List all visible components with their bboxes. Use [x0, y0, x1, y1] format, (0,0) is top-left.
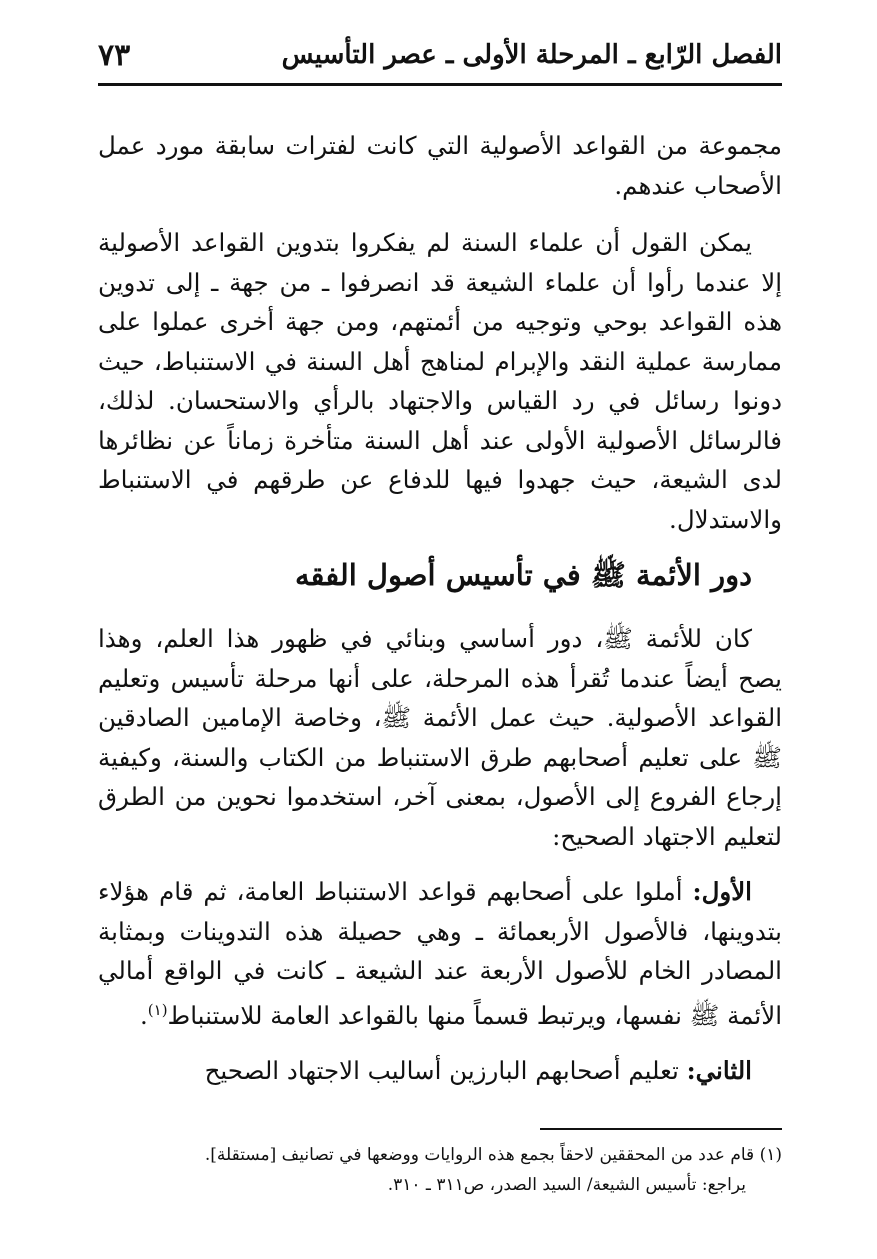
- paragraph-first-method: [98, 872, 782, 1035]
- first-method-label: الأول:: [692, 877, 752, 906]
- main-text: [98, 126, 782, 1107]
- section-heading: دور الأئمة ﷺ في تأسيس أصول الفقه: [295, 558, 752, 592]
- footnote-1: (١) قام عدد من المحققين لاحقاً بجمع هذه الروايات ووضعها في تصانيف [مستقلة].: [204, 1145, 782, 1165]
- paragraph-sunni-usul: يمكن القول أن علماء السنة لم يفكروا بتدوين القواعد الأصولية إلا عندما رأوا أن علماء الشيعة قد انصرفوا ـ من جهة ـ إلى تدوين هذه القواعد بوحي وتوجيه من أئمتهم، ومن جهة أخرى عملوا على ممارسة عملية النقد والإبرام لمناهج أهل السنة في الاستنباط، حيث دونوا رسائل في رد القياس والاجتهاد بالرأي والاستحسان. لذلك، فالرسائل الأصولية الأولى عند أهل السنة متأخرة زماناً عن نظائرها لدى الشيعة، حيث جهدوا فيها للدفاع عن طرقهم في الاستنباط والاستدلال.: [98, 228, 782, 534]
- running-header: [98, 38, 782, 82]
- page-number: ٧٣: [98, 38, 131, 73]
- paragraph-imams-role: كان للأئمة ﷺ، دور أساسي وبنائي في ظهور هذا العلم، وهذا يصح أيضاً عندما تُقرأ هذه المرحلة، على أنها مرحلة تأسيس وتعليم القواعد الأصولية. حيث عمل الأئمة ﷺ، وخاصة الإمامين الصادقين ﷺ على تعليم أصحابهم طرق الاستنباط من الكتاب والسنة، وكيفية إرجاع الفروع إلى الأصول، بمعنى آخر، استخدموا نحوين من الطرق لتعليم الاجتهاد الصحيح:: [98, 624, 782, 851]
- paragraph-continuation: مجموعة من القواعد الأصولية التي كانت لفترات سابقة مورد عمل الأصحاب عندهم.: [98, 131, 782, 200]
- paragraph-second-method: [98, 1051, 782, 1091]
- chapter-title: الفصل الرّابع ـ المرحلة الأولى ـ عصر التأسيس: [281, 40, 782, 70]
- footnote-reference[interactable]: (١): [147, 1000, 168, 1019]
- footnotes: [98, 1140, 782, 1200]
- footnote-divider: [540, 1128, 782, 1130]
- second-method-text: تعليم أصحابهم البارزين أساليب الاجتهاد الصحيح: [204, 1056, 687, 1086]
- second-method-label: الثاني:: [686, 1056, 752, 1086]
- first-method-end: .: [139, 1000, 148, 1030]
- footnote-1-reference: يراجع: تأسيس الشيعة/ السيد الصدر، ص٣١١ ـ ٣١٠.: [387, 1175, 746, 1195]
- header-divider: [98, 83, 782, 86]
- first-method-text: أملوا على أصحابهم قواعد الاستنباط العامة، ثم قام هؤلاء بتدوينها، فالأصول الأربعمائة ـ وهي حصيلة هذه التدوينات وبمثابة المصادر الخام للأصول الأربعة عند الشيعة ـ كانت في الواقع أمالي الأئمة ﷺ نفسها، ويرتبط قسماً منها بالقواعد العامة للاستنباط: [98, 877, 782, 1030]
